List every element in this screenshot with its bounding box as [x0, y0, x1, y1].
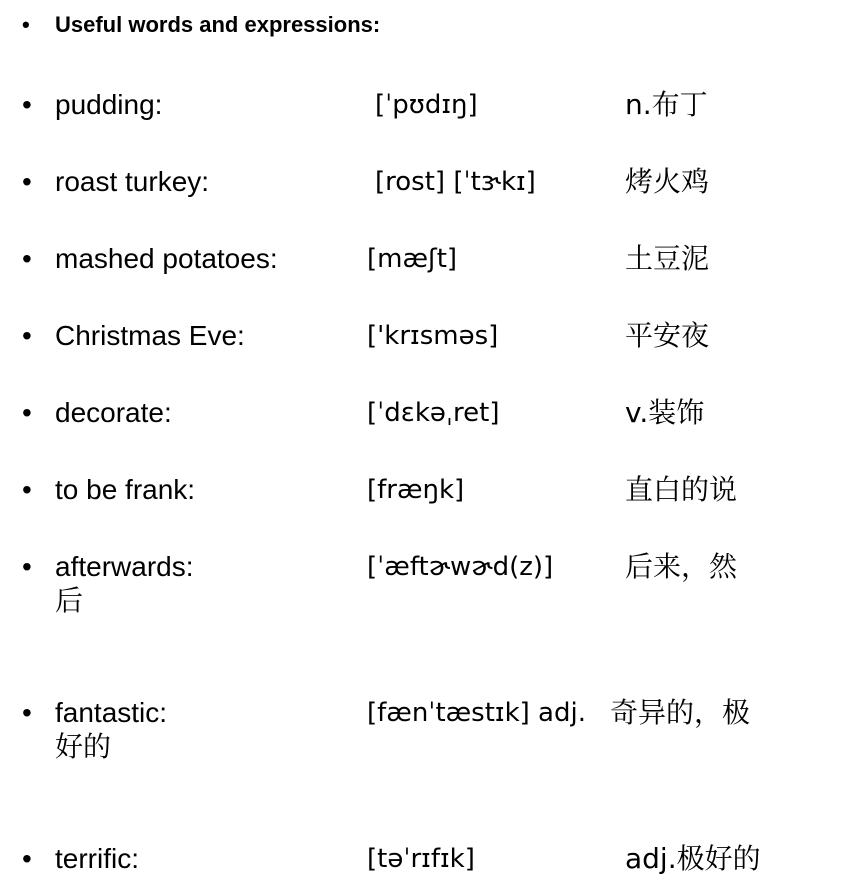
vocab-word: roast turkey: [55, 166, 210, 197]
vocab-word: fantastic: [55, 697, 168, 728]
vocab-meaning: 土豆泥 [625, 242, 710, 275]
bullet-icon: • [22, 89, 32, 120]
bullet-icon: • [22, 551, 32, 582]
vocab-meaning: 奇异的，极 [610, 696, 751, 729]
vocab-meaning: 平安夜 [625, 319, 710, 352]
vocab-meaning: 烤火鸡 [625, 165, 710, 198]
vocab-entry-christmas-eve [22, 319, 852, 353]
vocab-meaning: 后来，然 [625, 550, 738, 583]
vocab-phonetic: [ˈdɛkəˌret] [367, 398, 500, 428]
vocab-meaning: v.装饰 [625, 396, 705, 429]
vocab-entry-afterwards [22, 550, 852, 618]
vocab-meaning: adj.极好的 [625, 842, 761, 875]
vocab-word: terrific: [55, 843, 139, 874]
bullet-icon: • [22, 12, 30, 37]
bullet-icon: • [22, 397, 32, 428]
vocab-entry-fantastic [22, 696, 852, 764]
vocab-phonetic: ['krɪsməs] [367, 321, 499, 351]
bullet-icon: • [22, 843, 32, 874]
vocab-phonetic: [fræŋk] [367, 475, 465, 505]
vocab-entry-terrific [22, 842, 852, 876]
vocab-phonetic: [mæʃt] [367, 244, 458, 274]
bullet-icon: • [22, 166, 32, 197]
vocab-phonetic: [rost] [ˈtɝkɪ] [375, 167, 536, 197]
bullet-icon: • [22, 474, 32, 505]
heading-text: Useful words and expressions: [55, 12, 381, 37]
vocab-phonetic: [təˈrɪfɪk] [367, 844, 475, 874]
vocab-phonetic: [ˈpʊdɪŋ] [375, 90, 478, 120]
vocab-entry-decorate [22, 396, 852, 430]
vocab-phonetic: [ˈæftɚwɚd(z)] [367, 552, 554, 582]
vocab-word: pudding: [55, 89, 163, 120]
vocab-entry-pudding [22, 88, 852, 122]
vocab-list [22, 88, 852, 875]
vocab-meaning: 直白的说 [625, 473, 738, 506]
vocab-entry-mashed-potatoes [22, 242, 852, 276]
vocab-meaning-continued: 好的 [55, 730, 112, 763]
vocab-word: Christmas Eve: [55, 320, 245, 351]
bullet-icon: • [22, 697, 32, 728]
bullet-icon: • [22, 243, 32, 274]
vocab-phonetic: [fænˈtæstɪk] adj. [367, 698, 586, 728]
vocab-entry-to-be-frank [22, 473, 852, 507]
vocab-entry-roast-turkey [22, 165, 852, 199]
vocab-meaning: n.布丁 [625, 88, 708, 121]
vocab-word: afterwards: [55, 551, 194, 582]
slide-heading [22, 8, 380, 42]
vocab-word: to be frank: [55, 474, 196, 505]
vocab-word: decorate: [55, 397, 172, 428]
vocab-word: mashed potatoes: [55, 243, 278, 274]
vocab-meaning-continued: 后 [55, 584, 84, 617]
bullet-icon: • [22, 320, 32, 351]
